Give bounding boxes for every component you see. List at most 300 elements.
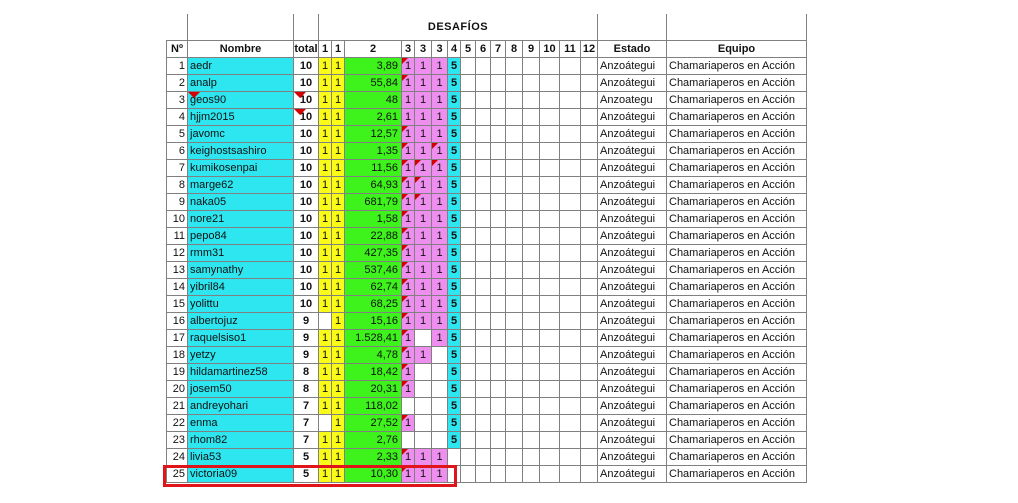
challenge-8-cell: [506, 194, 523, 211]
row-number: 2: [167, 75, 188, 92]
challenge-3c-cell: 1: [432, 177, 448, 194]
challenge-10-cell: [540, 245, 560, 262]
challenge-1-cell: 1: [319, 432, 332, 449]
table-row: [167, 194, 807, 211]
challenge-5-cell: [461, 160, 476, 177]
header-col-12: 12: [581, 41, 598, 58]
equipo-cell: Chamariaperos en Acción: [667, 143, 807, 160]
estado-cell: Anzoátegui: [598, 245, 667, 262]
desafios-spreadsheet: [166, 14, 807, 483]
challenge-5-cell: [461, 449, 476, 466]
challenge-3b-cell: 1: [415, 177, 432, 194]
challenge-1-cell: 1: [319, 211, 332, 228]
challenge-12-cell: [581, 228, 598, 245]
challenge-6-cell: [476, 381, 491, 398]
challenge-1b-cell: 1: [332, 194, 345, 211]
header-col-1: 1: [319, 41, 332, 58]
challenge-3c-cell: [432, 347, 448, 364]
challenge-9-cell: [523, 143, 540, 160]
challenge-7-cell: [491, 177, 506, 194]
challenge-3a-cell: 1: [402, 415, 415, 432]
table-row: [167, 364, 807, 381]
challenge-8-cell: [506, 211, 523, 228]
challenge-1-cell: [319, 415, 332, 432]
challenge-4-cell: 5: [448, 245, 461, 262]
challenge-7-cell: [491, 466, 506, 483]
challenge-9-cell: [523, 296, 540, 313]
challenge-3c-cell: [432, 432, 448, 449]
challenge-3b-cell: 1: [415, 126, 432, 143]
table-row: [167, 109, 807, 126]
challenge-9-cell: [523, 58, 540, 75]
equipo-cell: Chamariaperos en Acción: [667, 194, 807, 211]
challenge-9-cell: [523, 126, 540, 143]
challenge-12-cell: [581, 211, 598, 228]
table-row: [167, 126, 807, 143]
participant-name: rmm31: [188, 245, 294, 262]
challenge-7-cell: [491, 347, 506, 364]
challenge-1b-cell: 1: [332, 262, 345, 279]
participant-name: analp: [188, 75, 294, 92]
estado-cell: Anzoátegui: [598, 449, 667, 466]
challenge-6-cell: [476, 228, 491, 245]
row-number: 15: [167, 296, 188, 313]
challenge-9-cell: [523, 432, 540, 449]
challenge-1b-cell: 1: [332, 364, 345, 381]
challenge-8-cell: [506, 262, 523, 279]
challenge-10-cell: [540, 262, 560, 279]
row-number: 14: [167, 279, 188, 296]
challenge-1-cell: 1: [319, 245, 332, 262]
participant-name: marge62: [188, 177, 294, 194]
challenge-10-cell: [540, 364, 560, 381]
row-number: 16: [167, 313, 188, 330]
challenge-3c-cell: [432, 381, 448, 398]
challenge-3a-cell: [402, 398, 415, 415]
challenge-8-cell: [506, 279, 523, 296]
challenge-6-cell: [476, 330, 491, 347]
challenge-3a-cell: 1: [402, 245, 415, 262]
challenge-3b-cell: 1: [415, 109, 432, 126]
row-number: 18: [167, 347, 188, 364]
challenge-7-cell: [491, 92, 506, 109]
challenge-1b-cell: 1: [332, 228, 345, 245]
challenge-11-cell: [560, 381, 581, 398]
challenge-4-cell: 5: [448, 296, 461, 313]
challenge-2-cell: 3,89: [345, 58, 402, 75]
challenge-8-cell: [506, 126, 523, 143]
challenge-7-cell: [491, 432, 506, 449]
challenge-9-cell: [523, 347, 540, 364]
challenge-11-cell: [560, 432, 581, 449]
challenge-1-cell: 1: [319, 58, 332, 75]
challenge-7-cell: [491, 449, 506, 466]
challenge-8-cell: [506, 381, 523, 398]
challenge-7-cell: [491, 330, 506, 347]
challenge-7-cell: [491, 381, 506, 398]
challenge-3b-cell: [415, 398, 432, 415]
challenge-8-cell: [506, 347, 523, 364]
challenge-6-cell: [476, 296, 491, 313]
challenge-12-cell: [581, 245, 598, 262]
equipo-cell: Chamariaperos en Acción: [667, 330, 807, 347]
challenge-4-cell: [448, 449, 461, 466]
equipo-cell: Chamariaperos en Acción: [667, 126, 807, 143]
equipo-cell: Chamariaperos en Acción: [667, 75, 807, 92]
challenge-1b-cell: 1: [332, 466, 345, 483]
challenge-3c-cell: 1: [432, 279, 448, 296]
challenge-2-cell: 64,93: [345, 177, 402, 194]
challenge-8-cell: [506, 466, 523, 483]
challenge-12-cell: [581, 330, 598, 347]
challenge-5-cell: [461, 262, 476, 279]
challenge-4-cell: 5: [448, 92, 461, 109]
challenge-6-cell: [476, 279, 491, 296]
challenge-2-cell: 2,61: [345, 109, 402, 126]
challenge-11-cell: [560, 109, 581, 126]
challenge-1-cell: 1: [319, 92, 332, 109]
total-score: 10: [294, 75, 319, 92]
row-number: 21: [167, 398, 188, 415]
challenge-4-cell: 5: [448, 398, 461, 415]
equipo-cell: Chamariaperos en Acción: [667, 228, 807, 245]
challenge-11-cell: [560, 245, 581, 262]
challenge-1b-cell: 1: [332, 75, 345, 92]
challenge-5-cell: [461, 143, 476, 160]
challenge-3b-cell: 1: [415, 92, 432, 109]
table-row: [167, 211, 807, 228]
challenge-11-cell: [560, 262, 581, 279]
table-row: [167, 449, 807, 466]
challenge-2-cell: 62,74: [345, 279, 402, 296]
challenge-11-cell: [560, 364, 581, 381]
equipo-cell: Chamariaperos en Acción: [667, 245, 807, 262]
row-number: 25: [167, 466, 188, 483]
challenge-3a-cell: 1: [402, 75, 415, 92]
challenge-3c-cell: [432, 415, 448, 432]
row-number: 13: [167, 262, 188, 279]
challenge-6-cell: [476, 466, 491, 483]
table-row: [167, 313, 807, 330]
challenge-3c-cell: 1: [432, 449, 448, 466]
challenge-3a-cell: 1: [402, 211, 415, 228]
challenge-12-cell: [581, 177, 598, 194]
total-score: 9: [294, 347, 319, 364]
table-row: [167, 330, 807, 347]
challenge-8-cell: [506, 364, 523, 381]
challenge-10-cell: [540, 466, 560, 483]
table-row: [167, 296, 807, 313]
challenge-3a-cell: 1: [402, 364, 415, 381]
challenge-12-cell: [581, 126, 598, 143]
equipo-cell: Chamariaperos en Acción: [667, 262, 807, 279]
total-score: 10: [294, 228, 319, 245]
challenge-11-cell: [560, 466, 581, 483]
challenge-10-cell: [540, 279, 560, 296]
total-score: 8: [294, 381, 319, 398]
blank-cell: [667, 14, 807, 41]
challenge-3c-cell: 1: [432, 126, 448, 143]
challenge-10-cell: [540, 449, 560, 466]
equipo-cell: Chamariaperos en Acción: [667, 347, 807, 364]
challenge-5-cell: [461, 92, 476, 109]
row-number: 9: [167, 194, 188, 211]
total-score: 9: [294, 330, 319, 347]
challenge-2-cell: 20,31: [345, 381, 402, 398]
table-row: [167, 143, 807, 160]
challenge-11-cell: [560, 313, 581, 330]
challenge-2-cell: 27,52: [345, 415, 402, 432]
challenge-11-cell: [560, 194, 581, 211]
equipo-cell: Chamariaperos en Acción: [667, 92, 807, 109]
challenge-10-cell: [540, 75, 560, 92]
challenge-6-cell: [476, 415, 491, 432]
challenge-12-cell: [581, 279, 598, 296]
challenge-10-cell: [540, 58, 560, 75]
challenge-4-cell: 5: [448, 194, 461, 211]
equipo-cell: Chamariaperos en Acción: [667, 296, 807, 313]
challenge-12-cell: [581, 143, 598, 160]
participant-name: samynathy: [188, 262, 294, 279]
challenge-2-cell: 68,25: [345, 296, 402, 313]
participant-name: raquelsiso1: [188, 330, 294, 347]
challenge-5-cell: [461, 415, 476, 432]
challenge-1-cell: 1: [319, 160, 332, 177]
estado-cell: Anzoátegui: [598, 313, 667, 330]
challenge-3c-cell: 1: [432, 313, 448, 330]
challenge-5-cell: [461, 109, 476, 126]
table-row: [167, 92, 807, 109]
challenge-7-cell: [491, 109, 506, 126]
challenge-7-cell: [491, 211, 506, 228]
challenge-9-cell: [523, 245, 540, 262]
challenge-3a-cell: [402, 432, 415, 449]
table-row: [167, 466, 807, 483]
header-total: total: [294, 41, 319, 58]
header-col-11: 11: [560, 41, 581, 58]
challenge-12-cell: [581, 466, 598, 483]
table-row: [167, 381, 807, 398]
header-estado: Estado: [598, 41, 667, 58]
estado-cell: Anzoátegui: [598, 398, 667, 415]
estado-cell: Anzoategu: [598, 92, 667, 109]
row-number: 5: [167, 126, 188, 143]
participant-name: josem50: [188, 381, 294, 398]
participant-name: kumikosenpai: [188, 160, 294, 177]
challenge-3c-cell: [432, 364, 448, 381]
challenge-2-cell: 10,30: [345, 466, 402, 483]
header-col-7: 7: [491, 41, 506, 58]
challenge-1b-cell: 1: [332, 143, 345, 160]
total-score: 10: [294, 126, 319, 143]
challenge-3c-cell: 1: [432, 228, 448, 245]
challenge-6-cell: [476, 347, 491, 364]
row-number: 10: [167, 211, 188, 228]
row-number: 22: [167, 415, 188, 432]
estado-cell: Anzoátegui: [598, 296, 667, 313]
challenge-1b-cell: 1: [332, 296, 345, 313]
table-row: [167, 432, 807, 449]
challenge-8-cell: [506, 58, 523, 75]
challenge-3b-cell: 1: [415, 160, 432, 177]
blank-cell: [598, 14, 667, 41]
challenge-11-cell: [560, 347, 581, 364]
challenge-8-cell: [506, 109, 523, 126]
challenge-12-cell: [581, 432, 598, 449]
participant-name: yetzy: [188, 347, 294, 364]
challenge-3c-cell: 1: [432, 245, 448, 262]
challenge-8-cell: [506, 143, 523, 160]
challenge-10-cell: [540, 398, 560, 415]
total-score: 10: [294, 194, 319, 211]
total-score: 10: [294, 109, 319, 126]
participant-name: javomc: [188, 126, 294, 143]
challenge-1-cell: 1: [319, 262, 332, 279]
challenge-2-cell: 118,02: [345, 398, 402, 415]
participant-name: nore21: [188, 211, 294, 228]
challenge-8-cell: [506, 228, 523, 245]
challenge-4-cell: 5: [448, 432, 461, 449]
challenge-9-cell: [523, 381, 540, 398]
challenge-3a-cell: 1: [402, 313, 415, 330]
challenge-11-cell: [560, 58, 581, 75]
challenge-9-cell: [523, 398, 540, 415]
challenge-3c-cell: 1: [432, 211, 448, 228]
challenge-3c-cell: 1: [432, 143, 448, 160]
row-number: 4: [167, 109, 188, 126]
challenge-9-cell: [523, 364, 540, 381]
participant-name: albertojuz: [188, 313, 294, 330]
header-col-2: 2: [345, 41, 402, 58]
table-row: [167, 58, 807, 75]
challenge-8-cell: [506, 398, 523, 415]
challenge-7-cell: [491, 58, 506, 75]
challenge-12-cell: [581, 194, 598, 211]
total-score: 5: [294, 466, 319, 483]
challenge-11-cell: [560, 398, 581, 415]
equipo-cell: Chamariaperos en Acción: [667, 415, 807, 432]
challenge-7-cell: [491, 279, 506, 296]
challenge-3c-cell: 1: [432, 466, 448, 483]
table-row: [167, 398, 807, 415]
challenge-7-cell: [491, 245, 506, 262]
challenge-6-cell: [476, 194, 491, 211]
challenge-4-cell: 5: [448, 330, 461, 347]
equipo-cell: Chamariaperos en Acción: [667, 279, 807, 296]
challenge-5-cell: [461, 330, 476, 347]
total-score: 10: [294, 177, 319, 194]
challenge-3a-cell: 1: [402, 177, 415, 194]
row-number: 19: [167, 364, 188, 381]
challenge-7-cell: [491, 296, 506, 313]
challenge-5-cell: [461, 296, 476, 313]
challenge-12-cell: [581, 364, 598, 381]
challenge-8-cell: [506, 160, 523, 177]
challenge-4-cell: 5: [448, 415, 461, 432]
challenge-6-cell: [476, 398, 491, 415]
challenge-3b-cell: 1: [415, 143, 432, 160]
challenge-9-cell: [523, 262, 540, 279]
challenge-3a-cell: 1: [402, 279, 415, 296]
challenge-1b-cell: 1: [332, 432, 345, 449]
row-number: 20: [167, 381, 188, 398]
challenge-6-cell: [476, 245, 491, 262]
challenge-11-cell: [560, 75, 581, 92]
participant-name: enma: [188, 415, 294, 432]
challenge-3a-cell: 1: [402, 296, 415, 313]
challenge-10-cell: [540, 177, 560, 194]
challenge-1b-cell: 1: [332, 177, 345, 194]
participant-name: hildamartinez58: [188, 364, 294, 381]
challenge-9-cell: [523, 313, 540, 330]
participant-name: geos90: [188, 92, 294, 109]
challenge-7-cell: [491, 262, 506, 279]
challenge-10-cell: [540, 296, 560, 313]
header-col-9: 9: [523, 41, 540, 58]
challenge-10-cell: [540, 194, 560, 211]
challenge-3b-cell: 1: [415, 194, 432, 211]
row-number: 24: [167, 449, 188, 466]
header-equipo: Equipo: [667, 41, 807, 58]
challenge-2-cell: 12,57: [345, 126, 402, 143]
challenge-11-cell: [560, 143, 581, 160]
challenge-11-cell: [560, 449, 581, 466]
challenge-6-cell: [476, 211, 491, 228]
challenge-8-cell: [506, 92, 523, 109]
challenge-9-cell: [523, 92, 540, 109]
challenge-3a-cell: 1: [402, 466, 415, 483]
challenge-12-cell: [581, 92, 598, 109]
equipo-cell: Chamariaperos en Acción: [667, 466, 807, 483]
challenge-3a-cell: 1: [402, 160, 415, 177]
challenge-2-cell: 2,33: [345, 449, 402, 466]
total-score: 10: [294, 143, 319, 160]
challenge-6-cell: [476, 58, 491, 75]
challenge-1b-cell: 1: [332, 211, 345, 228]
estado-cell: Anzoátegui: [598, 364, 667, 381]
equipo-cell: Chamariaperos en Acción: [667, 432, 807, 449]
challenge-11-cell: [560, 126, 581, 143]
table-row: [167, 75, 807, 92]
challenge-7-cell: [491, 126, 506, 143]
challenge-4-cell: 5: [448, 177, 461, 194]
challenge-1-cell: 1: [319, 126, 332, 143]
challenge-3c-cell: 1: [432, 194, 448, 211]
blank-cell: [294, 14, 319, 41]
challenge-3a-cell: 1: [402, 143, 415, 160]
table-row: [167, 160, 807, 177]
challenge-2-cell: 537,46: [345, 262, 402, 279]
challenge-1-cell: 1: [319, 279, 332, 296]
challenge-12-cell: [581, 262, 598, 279]
challenge-7-cell: [491, 194, 506, 211]
challenge-1-cell: 1: [319, 296, 332, 313]
estado-cell: Anzoátegui: [598, 466, 667, 483]
challenge-3b-cell: [415, 432, 432, 449]
total-score: 10: [294, 296, 319, 313]
header-col-8: 8: [506, 41, 523, 58]
challenge-12-cell: [581, 75, 598, 92]
estado-cell: Anzoátegui: [598, 126, 667, 143]
equipo-cell: Chamariaperos en Acción: [667, 160, 807, 177]
challenge-10-cell: [540, 228, 560, 245]
challenge-4-cell: 5: [448, 228, 461, 245]
challenge-9-cell: [523, 160, 540, 177]
challenge-1-cell: 1: [319, 177, 332, 194]
equipo-cell: Chamariaperos en Acción: [667, 313, 807, 330]
challenge-5-cell: [461, 398, 476, 415]
challenge-1b-cell: 1: [332, 347, 345, 364]
